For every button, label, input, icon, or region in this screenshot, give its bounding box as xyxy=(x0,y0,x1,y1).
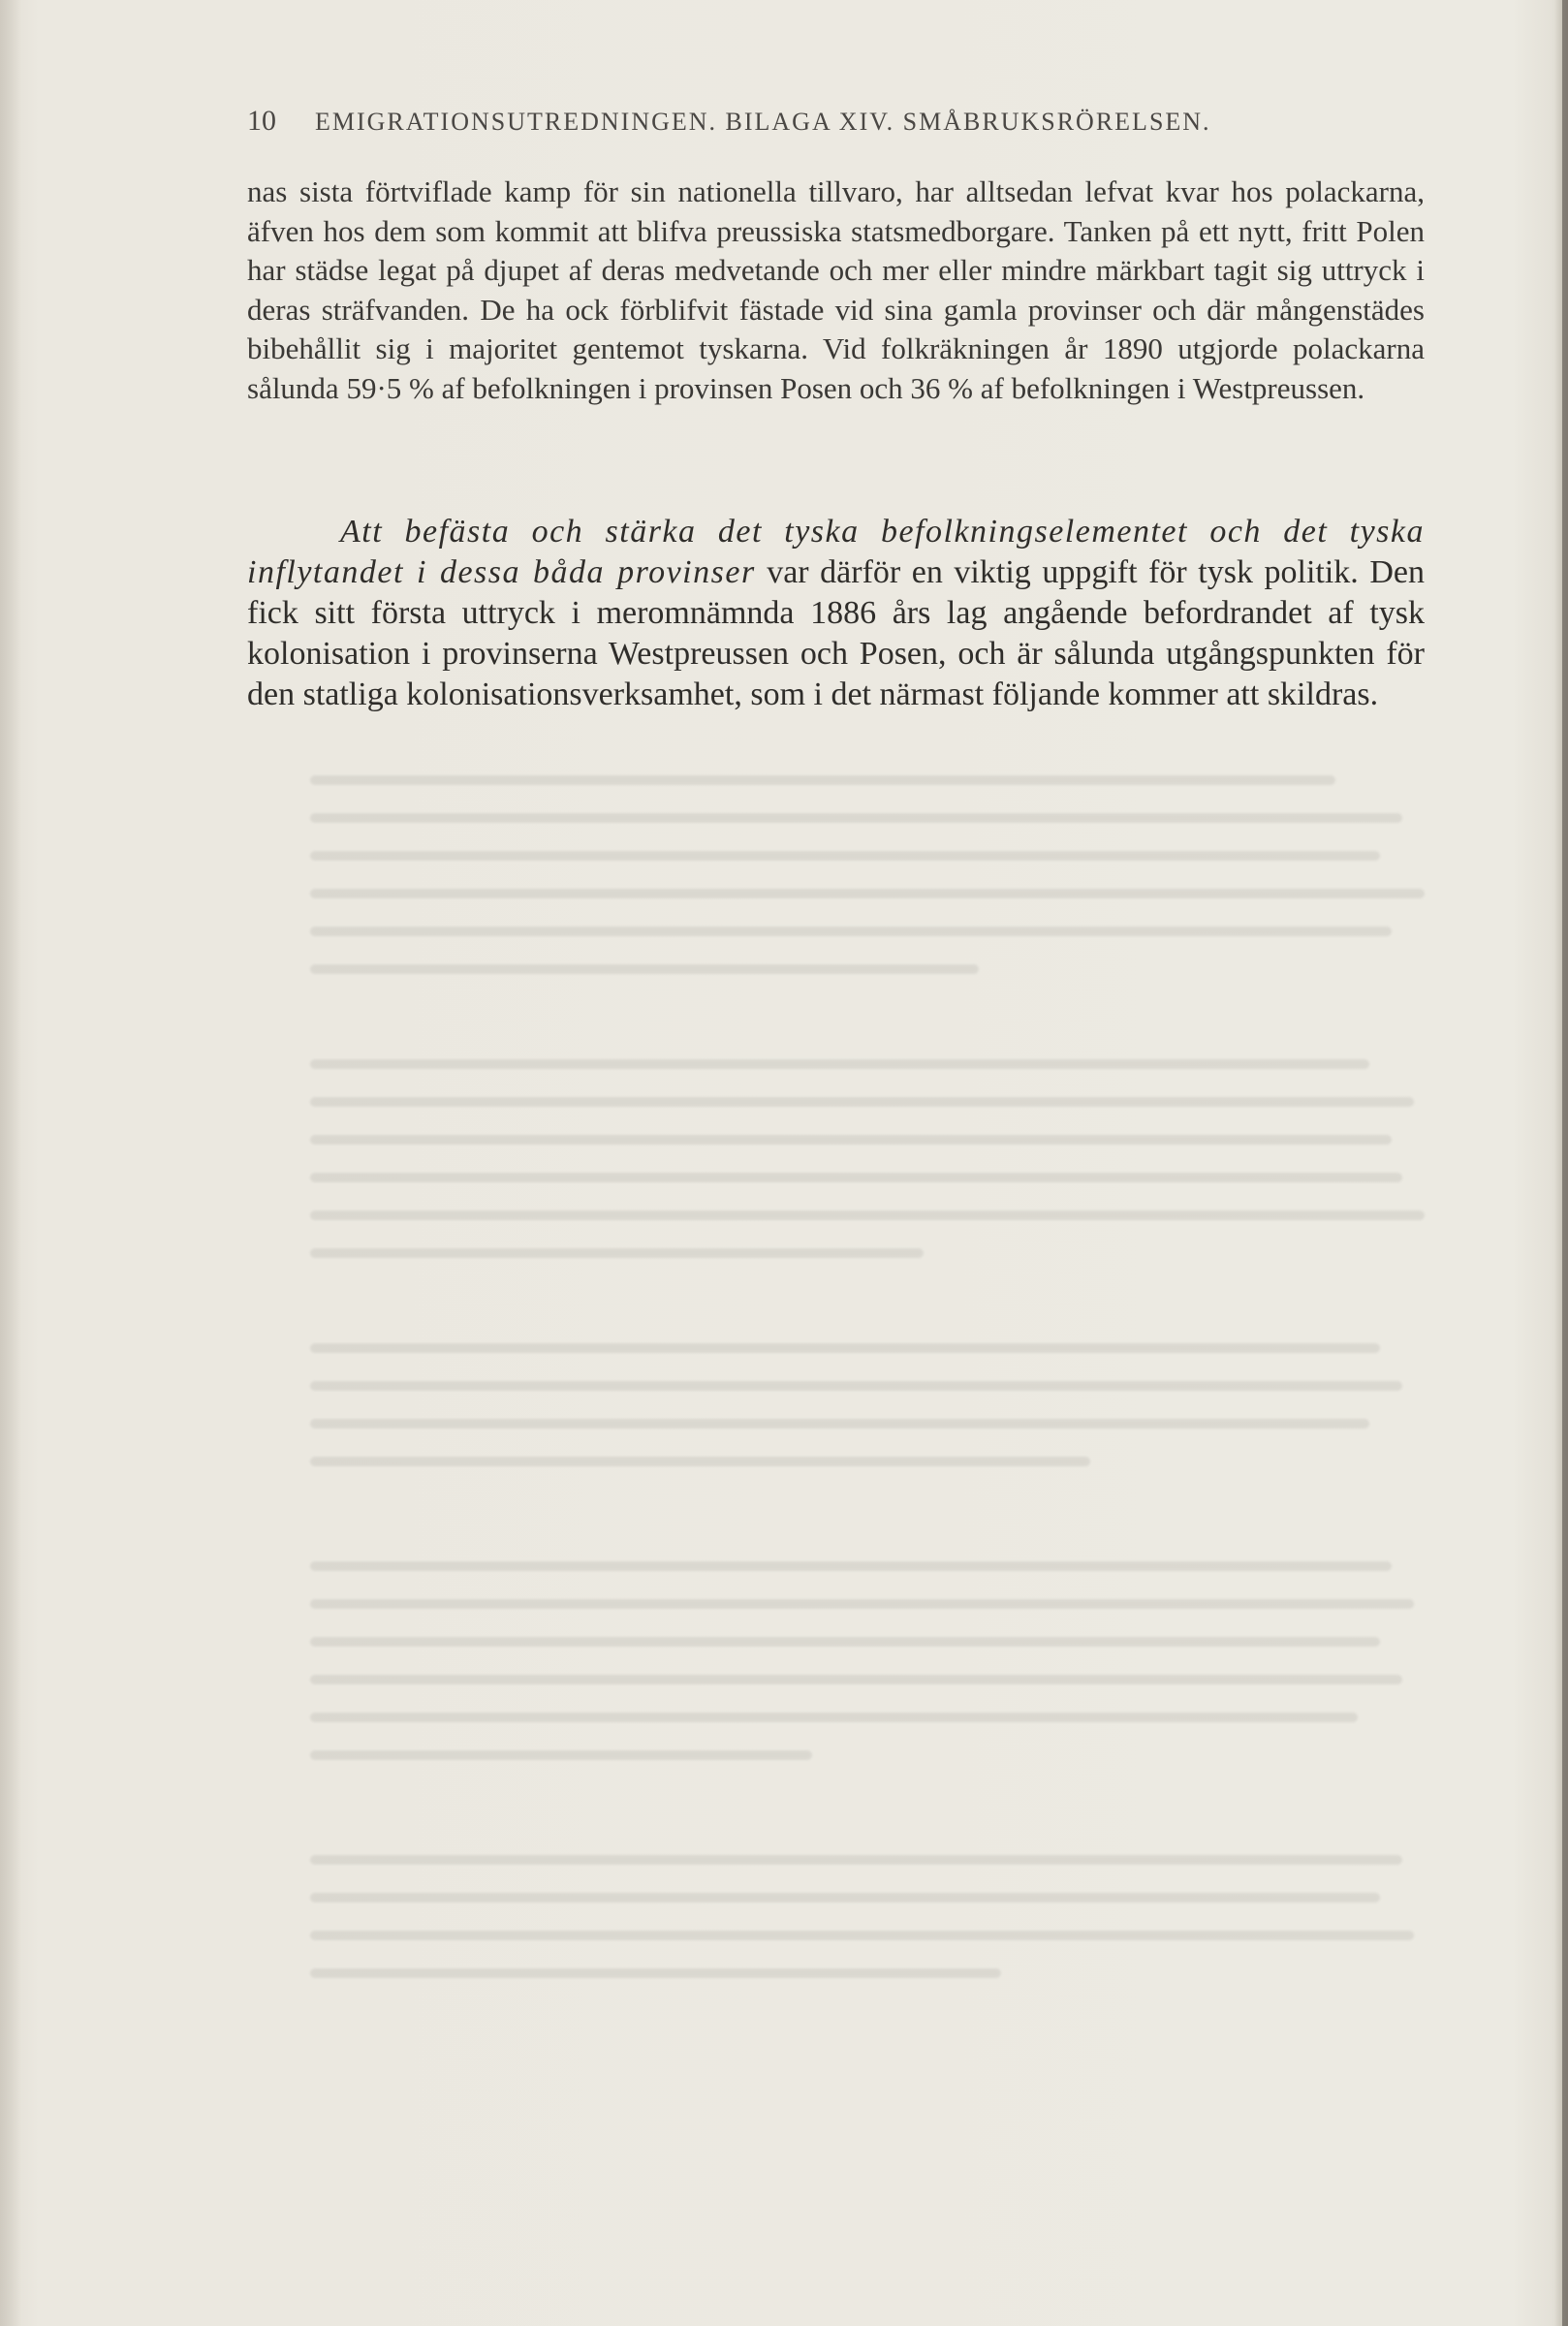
page-number: 10 xyxy=(247,105,276,137)
paragraph-continued: nas sista förtviflade kamp för sin nationella tillvaro, har alltsedan lefvat kvar hos polackarna, äfven hos dem som kommit att blifva preussiska statsmedborgare. Tanken på ett nytt, fritt Polen har städse legat på djupet af deras medvetande och mer eller mindre märkbart tagit sig uttryck i deras sträfvanden. De ha ock förblifvit fästade vid sina gamla provinser och där mångenstädes bibehållit sig i majoritet gentemot tyskarna. Vid folkräkningen år 1890 utgjorde polackarna sålunda 59·5 % af befolkningen i provinsen Posen och 36 % af befolkningen i Westpreussen. xyxy=(247,174,1425,405)
paragraph-main xyxy=(247,512,1425,715)
running-head xyxy=(247,105,1362,143)
running-head-title: EMIGRATIONSUTREDNINGEN. BILAGA XIV. SMÅBRUKSRÖRELSEN. xyxy=(315,108,1211,136)
italic-lead-phrase: Att befästa och stärka det tyska befolkningselementet och det tyska inflytandet i dessa båda provinser xyxy=(247,514,1425,590)
show-through-text xyxy=(310,775,1425,2181)
page-edge-border xyxy=(1562,0,1568,2326)
page-gutter-shadow xyxy=(0,0,21,2326)
paragraph-main-text: var därför en viktig uppgift för tysk politik. Den fick sitt första uttryck i meromnämnda 1886 års lag angående befordrandet af tysk kolonisation i provinserna Westpreussen och Posen, och är sålunda utgångspunkten för den statliga kolonisationsverksamhet, som i det närmast följande kommer att skildras. xyxy=(247,554,1425,712)
